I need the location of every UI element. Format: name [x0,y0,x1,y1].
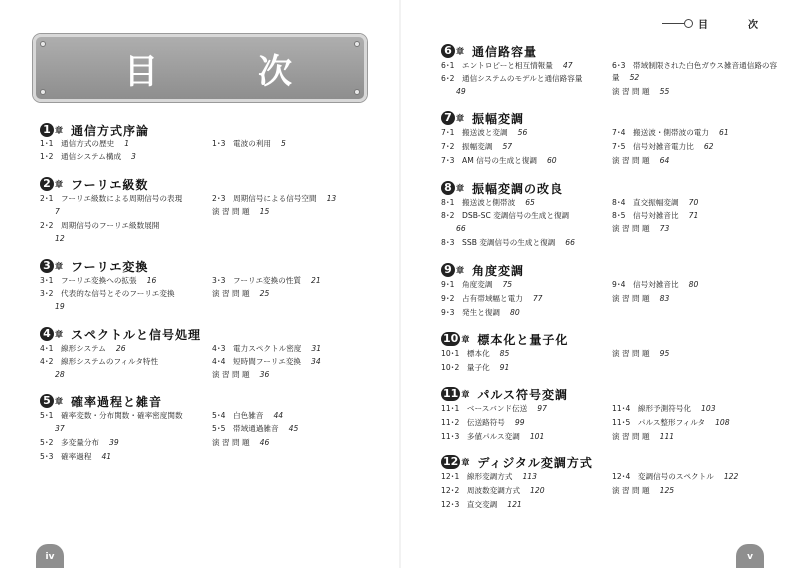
toc-entry-8-3[interactable] [441,237,575,249]
header-knob-icon [684,19,693,28]
entry-page: 46 [259,438,270,447]
toc-entry-12-3[interactable] [441,499,522,511]
toc-entry-5-4[interactable] [212,410,283,422]
chapter-number-badge: 9 [441,263,455,277]
toc-entry-1-3[interactable] [212,138,286,150]
chapter-5[interactable] [40,393,162,411]
toc-entry-10-exercises[interactable] [612,348,669,360]
entry-page: 16 [146,276,157,285]
chapter-mark: 章 [456,184,464,193]
chapter-11[interactable] [441,386,568,404]
page-title-char-2: 次 [258,51,292,92]
entry-label: 8･3 SSB 変調信号の生成と復調 [441,238,556,247]
entry-label: 5･5 帯域通過雑音 [212,424,279,433]
entry-label: 演 習 問 題 [612,432,650,441]
toc-entry-8-1[interactable] [441,197,535,209]
chapter-number-badge: 1 [40,123,54,137]
entry-page: 125 [659,486,675,495]
toc-entry-11-1[interactable] [441,403,547,415]
chapter-number-badge: 4 [40,327,54,341]
toc-entry-1-1[interactable] [40,138,129,150]
toc-entry-2-1[interactable] [40,193,182,205]
chapter-mark: 章 [55,397,63,406]
entry-label: 12･3 直交変調 [441,500,498,509]
toc-entry-9-exercises[interactable] [612,293,669,305]
entry-label: 10･2 量子化 [441,363,490,372]
entry-page: 55 [659,87,670,96]
chapter-number-badge: 6 [441,44,455,58]
toc-entry-8-exercises[interactable] [612,223,669,235]
entry-page: 41 [101,452,112,461]
chapter-number-badge: 2 [40,177,54,191]
entry-label: 演 習 問 題 [612,87,650,96]
entry-page: 103 [701,404,716,413]
toc-entry-4-1[interactable] [40,343,126,355]
toc-entry-12-exercises[interactable] [612,485,674,497]
entry-page: 97 [537,404,547,413]
toc-entry-5-3[interactable] [40,451,111,463]
chapter-title: フーリエ変換 [71,259,149,274]
entry-page: 34 [311,357,321,366]
chapter-mark: 章 [456,114,464,123]
chapter-mark: 章 [461,458,470,467]
toc-entry-3-3[interactable] [212,275,321,287]
entry-label: 演 習 問 題 [212,370,250,379]
entry-label: 11･4 線形予測符号化 [612,404,692,413]
entry-page: 77 [532,294,543,303]
entry-page: 15 [259,207,270,216]
entry-page: 62 [703,142,714,151]
entry-label: 12･1 線形変調方式 [441,472,513,481]
toc-entry-11-4[interactable] [612,403,716,415]
header-rule [662,23,684,25]
entry-label: 3･1 フーリエ変換への拡張 [40,276,137,285]
entry-page: 120 [530,486,545,495]
entry-label: 11･3 多値パルス変調 [441,432,520,441]
toc-entry-11-exercises[interactable] [612,431,674,443]
entry-page: 13 [326,194,337,203]
entry-page: 108 [715,418,730,427]
entry-label: 4･2 線形システムのフィルタ特性 [40,357,159,366]
chapter-title: 振幅変調の改良 [472,181,564,196]
chapter-title: ディジタル変調方式 [477,455,593,470]
entry-page: 64 [659,156,670,165]
chapter-number-badge: 3 [40,259,54,273]
toc-entry-11-2[interactable] [441,417,525,429]
entry-page: 83 [659,294,670,303]
toc-entry-3-exercises[interactable] [212,288,269,300]
chapter-4[interactable] [40,326,201,344]
chapter-title: パルス符号変調 [477,387,568,402]
entry-label: 5･3 確率過程 [40,452,92,461]
toc-entry-2-3[interactable] [212,193,336,205]
chapter-mark: 章 [55,262,63,271]
toc-entry-2-2[interactable] [40,220,159,232]
entry-label: 演 習 問 題 [612,486,650,495]
entry-label: 5･2 多変量分布 [40,438,100,447]
entry-page: 39 [109,438,119,447]
entry-page: 12 [55,234,65,243]
chapter-mark: 章 [456,266,464,275]
entry-page: 99 [514,418,525,427]
entry-label: 8･4 直交振幅変調 [612,198,679,207]
entry-page: 113 [522,472,537,481]
toc-entry-11-3[interactable] [441,431,544,443]
entry-page: 75 [502,280,513,289]
toc-entry-4-exercises[interactable] [212,369,269,381]
toc-title-banner [33,34,367,102]
toc-entry-6-exercises[interactable] [612,86,669,98]
chapter-7[interactable] [441,110,524,128]
entry-label: 5･1 確率変数・分布関数・確率密度関数 [40,411,183,420]
entry-label: 6･2 通信システムのモデルと通信路容量 [441,74,583,83]
toc-entry-5-1-page [55,423,65,435]
chapter-title: フーリエ級数 [71,177,149,192]
entry-label: 8･5 信号対雑音比 [612,211,679,220]
entry-label: 5･4 白色雑音 [212,411,264,420]
toc-entry-7-4[interactable] [612,127,729,139]
entry-page: 52 [629,73,640,82]
entry-label: 演 習 問 題 [212,289,250,298]
toc-entry-6-1[interactable] [441,60,573,72]
entry-page: 44 [273,411,284,420]
chapter-number-badge: 12 [443,455,459,468]
entry-label: 4･3 電力スペクトル密度 [212,344,302,353]
toc-entry-8-4[interactable] [612,197,698,209]
toc-entry-7-3[interactable] [441,155,557,167]
toc-entry-12-4[interactable] [612,471,738,483]
chapter-title: 確率過程と雑音 [71,394,163,409]
entry-label: 7･3 AM 信号の生成と復調 [441,156,537,165]
entry-label: 2･3 周期信号による信号空間 [212,194,317,203]
toc-entry-10-2[interactable] [441,362,509,374]
entry-page: 73 [659,224,670,233]
entry-page: 66 [565,238,575,247]
entry-label: 1･1 通信方式の歴史 [40,139,115,148]
chapter-mark: 章 [461,335,470,344]
entry-page: 3 [131,152,136,161]
entry-page: 65 [525,198,535,207]
toc-entry-4-4[interactable] [212,356,321,368]
entry-label: 演 習 問 題 [212,207,250,216]
toc-entry-2-1-page [55,206,60,218]
toc-entry-2-2-page [55,233,65,245]
entry-page: 101 [529,432,545,441]
entry-page: 21 [311,276,321,285]
toc-entry-5-5[interactable] [212,423,298,435]
chapter-6[interactable] [441,43,537,61]
page-number-right: v [736,544,764,568]
toc-entry-8-2-page [456,223,466,235]
toc-entry-10-1[interactable] [441,348,509,360]
toc-entry-5-exercises[interactable] [212,437,269,449]
entry-label: 3･3 フーリエ変換の性質 [212,276,302,285]
entry-page: 121 [507,500,522,509]
entry-label: 9･1 角度変調 [441,280,493,289]
entry-label: 演 習 問 題 [212,438,250,447]
toc-entry-7-2[interactable] [441,141,512,153]
entry-label: 7･1 搬送波と変調 [441,128,508,137]
entry-label: 6･3 帯域制限された白色ガウス雑音通信路の容量 [612,61,778,82]
entry-label: 8･1 搬送波と側帯波 [441,198,516,207]
toc-entry-3-2-page [55,301,65,313]
entry-label: 3･2 代表的な信号とそのフーリエ変換 [40,289,175,298]
chapter-mark: 章 [55,180,63,189]
toc-entry-6-3[interactable] [612,60,780,84]
entry-label: 4･4 短時間フーリエ変換 [212,357,302,366]
toc-entry-7-exercises[interactable] [612,155,669,167]
entry-page: 70 [688,198,699,207]
chapter-number-badge: 11 [443,387,459,400]
entry-page: 71 [688,211,699,220]
entry-page: 28 [55,370,65,379]
toc-entry-4-2[interactable] [40,356,158,368]
chapter-title: スペクトルと信号処理 [71,327,202,342]
entry-page: 85 [499,349,510,358]
toc-entry-7-1[interactable] [441,127,527,139]
entry-page: 56 [517,128,528,137]
entry-label: 1･3 電波の利用 [212,139,272,148]
entry-label: 12･4 変調信号のスペクトル [612,472,714,481]
toc-entry-3-2[interactable] [40,288,175,300]
entry-page: 66 [456,224,466,233]
chapter-8[interactable] [441,180,563,198]
chapter-12[interactable] [441,454,593,472]
chapter-number-badge: 5 [40,394,54,408]
chapter-mark: 章 [55,126,63,135]
entry-page: 122 [723,472,739,481]
entry-page: 26 [115,344,126,353]
header-label-1: 目 [698,20,708,31]
chapter-number-badge: 10 [443,332,459,345]
entry-label: 演 習 問 題 [612,294,650,303]
header-label-2: 次 [748,20,758,31]
chapter-mark: 章 [456,47,464,56]
toc-entry-9-3[interactable] [441,307,520,319]
toc-entry-12-2[interactable] [441,485,545,497]
chapter-title: 角度変調 [472,263,525,278]
chapter-9[interactable] [441,262,524,280]
entry-page: 31 [311,344,322,353]
entry-label: 11･1 ベースバンド伝送 [441,404,528,413]
entry-label: 10･1 標本化 [441,349,490,358]
chapter-2[interactable] [40,176,148,194]
toc-entry-4-3[interactable] [212,343,321,355]
toc-entry-6-2[interactable] [441,73,582,85]
toc-entry-5-2[interactable] [40,437,119,449]
entry-page: 80 [688,280,699,289]
entry-page: 37 [55,424,65,433]
entry-page: 49 [456,87,466,96]
chapter-mark: 章 [55,330,63,339]
entry-page: 111 [659,432,675,441]
chapter-10[interactable] [441,331,568,349]
entry-page: 91 [499,363,510,372]
toc-entry-8-5[interactable] [612,210,698,222]
toc-entry-3-1[interactable] [40,275,156,287]
chapter-title: 標本化と量子化 [477,332,569,347]
entry-label: 9･4 信号対雑音比 [612,280,679,289]
chapter-3[interactable] [40,258,148,276]
toc-entry-11-5[interactable] [612,417,730,429]
entry-label: 1･2 通信システム構成 [40,152,122,161]
entry-label: 7･4 搬送波・側帯波の電力 [612,128,709,137]
entry-label: 2･2 周期信号のフーリエ級数展開 [40,221,160,230]
entry-label: 演 習 問 題 [612,224,650,233]
entry-page: 5 [281,139,286,148]
entry-page: 25 [259,289,270,298]
entry-label: 11･5 パルス整形フィルタ [612,418,706,427]
entry-label: 4･1 線形システム [40,344,106,353]
toc-entry-5-1[interactable] [40,410,183,422]
entry-label: 7･5 信号対雑音電力比 [612,142,694,151]
toc-entry-9-4[interactable] [612,279,698,291]
entry-page: 95 [659,349,670,358]
entry-page: 60 [546,156,557,165]
entry-label: 6･1 エントロピーと相互情報量 [441,61,553,70]
entry-page: 45 [288,424,299,433]
toc-entry-8-2[interactable] [441,210,569,222]
page-title [36,37,364,99]
page-title-char-1: 目 [124,51,158,92]
entry-label: 9･2 占有帯域幅と電力 [441,294,523,303]
entry-page: 36 [259,370,270,379]
toc-entry-12-1[interactable] [441,471,537,483]
chapter-mark: 章 [461,390,470,399]
page-number-left: iv [36,544,64,568]
entry-label: 2･1 フーリエ級数による周期信号の表現 [40,194,183,203]
toc-entry-9-2[interactable] [441,293,542,305]
toc-entry-2-exercises[interactable] [212,206,269,218]
toc-entry-7-5[interactable] [612,141,713,153]
entry-page: 47 [562,61,573,70]
entry-page: 61 [719,128,729,137]
entry-page: 80 [510,308,520,317]
toc-entry-9-1[interactable] [441,279,512,291]
chapter-title: 通信路容量 [472,44,538,59]
page-gutter [399,0,401,568]
entry-label: 12･2 周波数変調方式 [441,486,521,495]
chapter-number-badge: 8 [441,181,455,195]
entry-page: 7 [55,207,60,216]
toc-entry-1-2[interactable] [40,151,136,163]
entry-page: 19 [55,302,65,311]
chapter-number-badge: 7 [441,111,455,125]
toc-entry-6-2-page [456,86,466,98]
running-header [662,16,758,31]
entry-page: 1 [124,139,130,148]
entry-label: 7･2 振幅変調 [441,142,493,151]
toc-entry-4-2-page [55,369,65,381]
entry-label: 11･2 伝送路符号 [441,418,505,427]
entry-label: 9･3 発生と復調 [441,308,501,317]
entry-label: 演 習 問 題 [612,349,650,358]
entry-page: 57 [502,142,513,151]
entry-label: 演 習 問 題 [612,156,650,165]
entry-label: 8･2 DSB-SC 変調信号の生成と復調 [441,211,570,220]
chapter-title: 通信方式序論 [71,123,150,138]
chapter-title: 振幅変調 [472,111,525,126]
